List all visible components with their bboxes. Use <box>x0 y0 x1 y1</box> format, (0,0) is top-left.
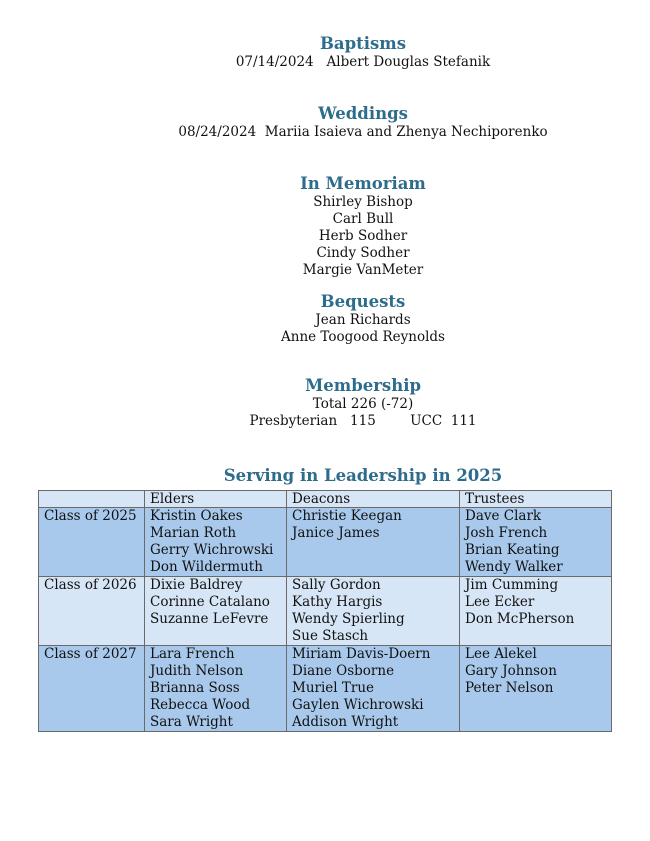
trustee-name: Lee Ecker <box>465 594 535 610</box>
deacon-name: Christie Keegan <box>292 508 402 524</box>
elder-name: Lara French <box>150 646 235 662</box>
memoriam-heading: In Memoriam <box>300 174 426 193</box>
elder-name: Corinne Catalano <box>150 594 270 610</box>
table-row <box>39 646 612 732</box>
elder-name: Dixie Baldrey <box>150 577 243 593</box>
trustee-name: Brian Keating <box>465 542 560 558</box>
elders-cell <box>145 577 287 646</box>
table-header-row <box>39 491 612 508</box>
trustee-name: Gary Johnson <box>465 663 557 679</box>
deacon-name: Wendy Spierling <box>292 611 405 627</box>
leadership-title: Serving in Leadership in 2025 <box>223 466 503 485</box>
deacons-cell <box>287 577 460 646</box>
class-label: Class of 2025 <box>39 508 145 577</box>
trustee-name: Peter Nelson <box>465 680 554 696</box>
elder-name: Marian Roth <box>150 525 237 541</box>
deacons-cell <box>287 646 460 732</box>
trustees-cell <box>460 577 612 646</box>
table-row <box>39 577 612 646</box>
header-deacons: Deacons <box>287 491 460 508</box>
memoriam-name: Shirley Bishop <box>313 194 413 210</box>
table-row <box>39 508 612 577</box>
elder-name: Gerry Wichrowski <box>150 542 274 558</box>
trustee-name: Josh French <box>465 525 548 541</box>
baptisms-heading: Baptisms <box>319 34 407 53</box>
deacon-name: Kathy Hargis <box>292 594 383 610</box>
bequests-section <box>0 292 650 346</box>
elders-cell <box>145 646 287 732</box>
memoriam-name: Margie VanMeter <box>302 262 424 278</box>
bequests-heading: Bequests <box>320 292 406 311</box>
bequest-name: Anne Toogood Reynolds <box>281 329 445 345</box>
deacon-name: Gaylen Wichrowski <box>292 697 424 713</box>
header-blank-cell <box>39 491 145 508</box>
elder-name: Judith Nelson <box>150 663 244 679</box>
membership-breakdown: Presbyterian 115 UCC 111 <box>249 413 477 429</box>
baptisms-section <box>0 34 650 71</box>
elder-name: Don Wildermuth <box>150 559 263 575</box>
leadership-table <box>38 490 612 732</box>
elder-name: Rebecca Wood <box>150 697 251 713</box>
membership-section <box>0 376 650 430</box>
deacon-name: Diane Osborne <box>292 663 395 679</box>
wedding-entry: 08/24/2024 Mariia Isaieva and Zhenya Nechiporenko <box>178 124 548 140</box>
class-label: Class of 2026 <box>39 577 145 646</box>
elders-cell <box>145 508 287 577</box>
trustee-name: Lee Alekel <box>465 646 537 662</box>
memoriam-section <box>0 174 650 279</box>
deacon-name: Sue Stasch <box>292 628 369 644</box>
baptism-entry: 07/14/2024 Albert Douglas Stefanik <box>235 54 491 70</box>
deacons-cell <box>287 508 460 577</box>
deacon-name: Sally Gordon <box>292 577 381 593</box>
memoriam-name: Cindy Sodher <box>316 245 410 261</box>
trustee-name: Jim Cumming <box>465 577 559 593</box>
deacon-name: Addison Wright <box>292 714 399 730</box>
memoriam-name: Carl Bull <box>332 211 394 227</box>
weddings-section <box>0 104 650 141</box>
weddings-heading: Weddings <box>318 104 408 123</box>
class-label: Class of 2027 <box>39 646 145 732</box>
trustee-name: Dave Clark <box>465 508 542 524</box>
elder-name: Kristin Oakes <box>150 508 243 524</box>
trustee-name: Don McPherson <box>465 611 575 627</box>
elder-name: Sara Wright <box>150 714 233 730</box>
elder-name: Suzanne LeFevre <box>150 611 269 627</box>
header-elders: Elders <box>145 491 287 508</box>
trustees-cell <box>460 508 612 577</box>
deacon-name: Miriam Davis-Doern <box>292 646 431 662</box>
membership-heading: Membership <box>304 376 422 395</box>
deacon-name: Janice James <box>292 525 380 541</box>
membership-total: Total 226 (-72) <box>312 396 414 412</box>
bequest-name: Jean Richards <box>315 312 411 328</box>
trustee-name: Wendy Walker <box>465 559 563 575</box>
trustees-cell <box>460 646 612 732</box>
deacon-name: Muriel True <box>292 680 375 696</box>
elder-name: Brianna Soss <box>150 680 240 696</box>
memoriam-name: Herb Sodher <box>318 228 408 244</box>
header-trustees: Trustees <box>460 491 612 508</box>
